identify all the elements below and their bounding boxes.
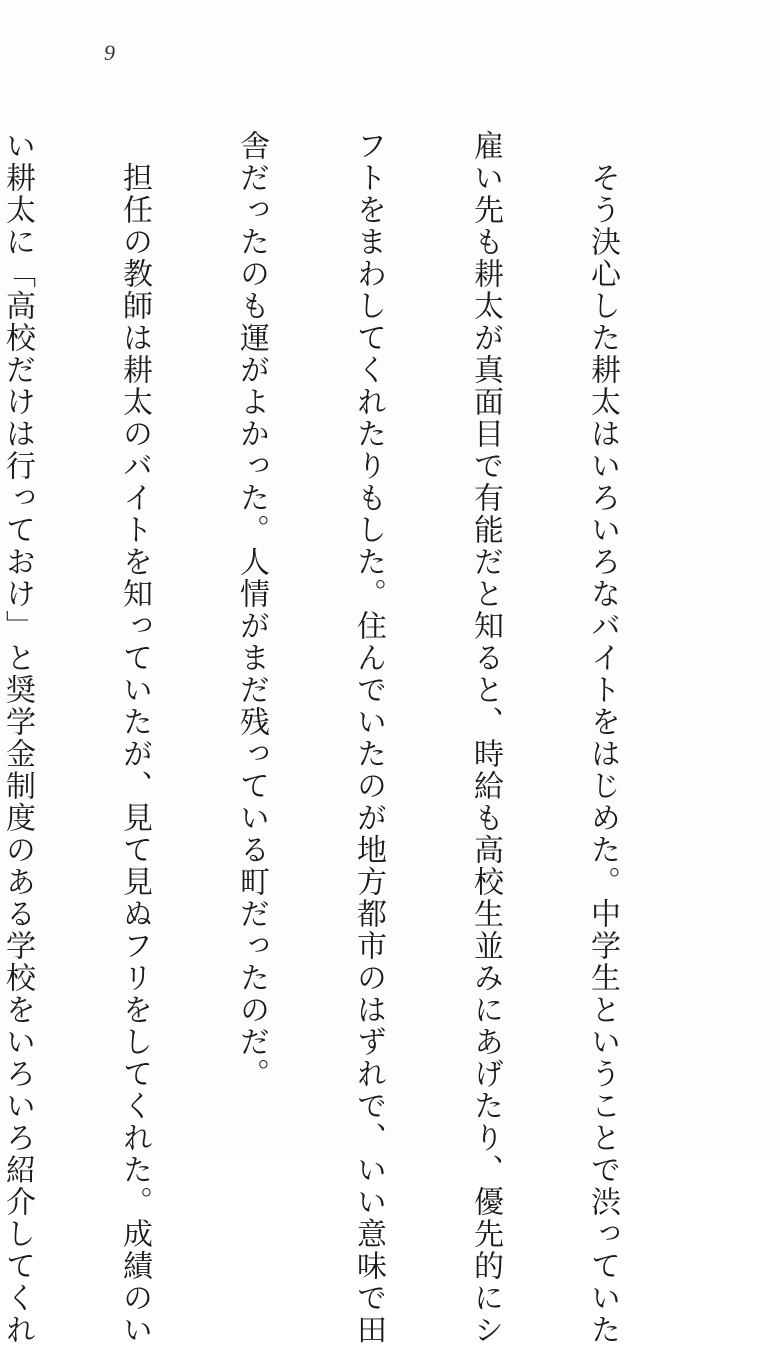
text-line: 担任の教師は耕太のバイトを知っていたが、見て見ぬフリをしてくれた。成績のい xyxy=(117,130,152,1346)
vertical-body-text xyxy=(0,130,700,1346)
text-line: 舎だったのも運がよかった。人情がまだ残っている町だったのだ。 xyxy=(234,130,269,1090)
text-line: 雇い先も耕太が真面目で有能だと知ると、時給も高校生並みにあげたり、優先的にシ xyxy=(468,130,503,1346)
text-line: い耕太に「高校だけは行っておけ」と奨学金制度のある学校をいろいろ紹介してくれ xyxy=(0,130,35,1346)
page-number: 9 xyxy=(104,40,115,65)
text-line: そう決心した耕太はいろいろなバイトをはじめた。中学生ということで渋っていた xyxy=(585,130,620,1346)
text-line: フトをまわしてくれたりもした。住んでいたのが地方都市のはずれで、いい意味で田 xyxy=(351,130,386,1346)
